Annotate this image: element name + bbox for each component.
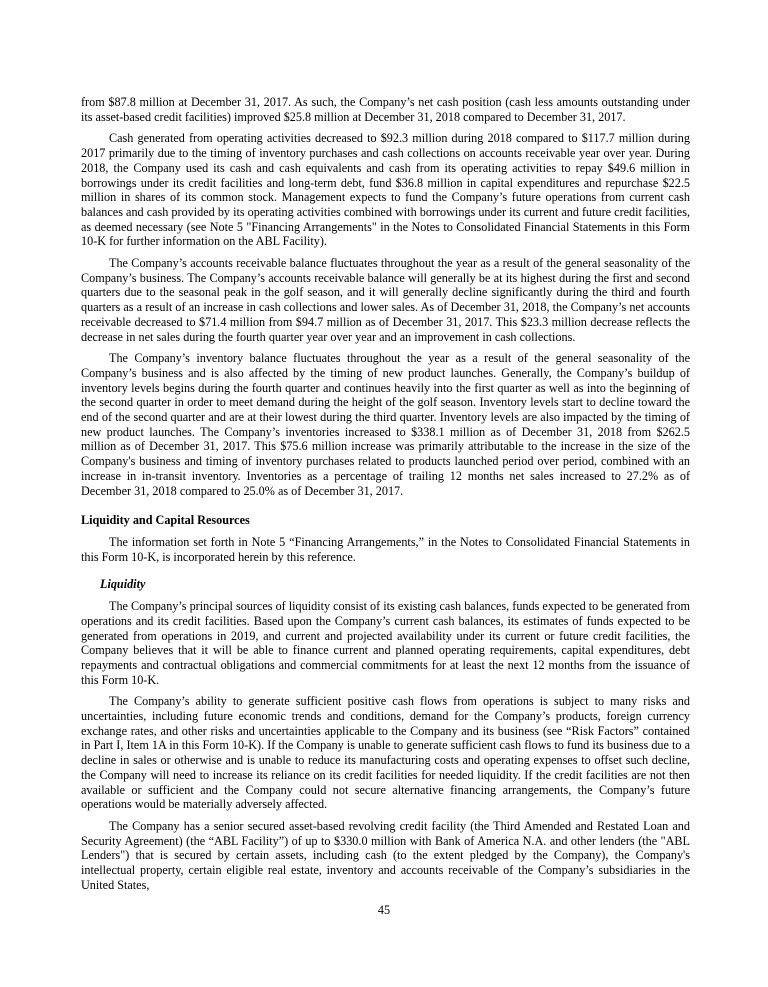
section-heading-liquidity-and-capital-resources: Liquidity and Capital Resources [81, 513, 250, 528]
paragraph-abl-facility: The Company has a senior secured asset-based revolving credit facility (the Third Amended and Restated Loan and Security Agreement) (the “ABL Facility”) of up to $330.0 million with Bank of America N.A. and other lenders (the "ABL Lenders") that is secured by certain assets, including cash (to the extent pledged by the Company), the Company's intellectual property, certain eligible real estate, inventory and accounts receivable of the Company’s subsidiaries in the United States, [81, 818, 690, 892]
paragraph-note5-incorporated-reference: The information set forth in Note 5 “Financing Arrangements,” in the Notes to Consolidated Financial Statements in this Form 10-K, is incorporated herein by this reference. [81, 534, 690, 564]
paragraph-inventory-balance: The Company’s inventory balance fluctuates throughout the year as a result of the general seasonality of the Company’s business and is also affected by the timing of new product launches. Generally, the Company’s buildup of inventory levels begins during the fourth quarter and continues heavily into the first quarter as well as into the beginning of the second quarter in order to meet demand during the height of the golf season. Inventory levels start to decline toward the end of the second quarter and are at their lowest during the third quarter. Inventory levels are also impacted by the timing of new product launches. The Company’s inventories increased to $338.1 million as of December 31, 2018 from $262.5 million as of December 31, 2017. This $75.6 million increase was primarily attributable to the increase in the size of the Company's business and timing of inventory purchases related to products launched period over period, combined with an increase in in-transit inventory. Inventories as a percentage of trailing 12 months net sales increased to 27.2% as of December 31, 2018 compared to 25.0% as of December 31, 2017. [81, 351, 690, 498]
paragraph-cash-flow-risks: The Company’s ability to generate sufficient positive cash flows from operations is subject to many risks and uncertainties, including future economic trends and conditions, demand for the Company’s products, foreign currency exchange rates, and other risks and uncertainties applicable to the Company and its business (see “Risk Factors” contained in Part I, Item 1A in this Form 10-K). If the Company is unable to generate sufficient cash flows to fund its business due to a decline in sales or otherwise and is unable to reduce its manufacturing costs and operating expenses to offset such decline, the Company will need to increase its reliance on its credit facilities for needed liquidity. If the credit facilities are not then available or sufficient and the Company could not secure alternative financing arrangements, the Company’s future operations would be materially adversely affected. [81, 694, 690, 812]
page-number: 45 [377, 903, 391, 917]
paragraph-accounts-receivable: The Company’s accounts receivable balance fluctuates throughout the year as a result of the general seasonality of the Company’s business. The Company’s accounts receivable balance will generally be at its highest during the first and second quarters due to the seasonal peak in the golf season, and it will generally decline significantly during the third and fourth quarters as a result of an increase in cash collections and lower sales. As of December 31, 2018, the Company’s net accounts receivable decreased to $71.4 million from $94.7 million as of December 31, 2017. This $23.3 million decrease reflects the decrease in net sales during the fourth quarter year over year and an improvement in cash collections. [81, 256, 690, 344]
paragraph-principal-sources-of-liquidity: The Company’s principal sources of liquidity consist of its existing cash balances, funds expected to be generated from operations and its credit facilities. Based upon the Company’s current cash balances, its estimates of funds expected to be generated from operations in 2019, and current and projected availability under its current or future credit facilities, the Company believes that it will be able to finance current and planned operating requirements, capital expenditures, debt repayments and contractual obligations and commercial commitments for at least the next 12 months from the issuance of this Form 10-K. [81, 599, 690, 687]
subsection-heading-liquidity: Liquidity [100, 577, 146, 592]
paragraph-operating-activities: Cash generated from operating activities decreased to $92.3 million during 2018 compared to $117.7 million during 2017 primarily due to the timing of inventory purchases and cash collections on accounts receivable year over year. During 2018, the Company used its cash and cash equivalents and cash from its operating activities to repay $49.6 million in borrowings under its credit facilities and long-term debt, fund $36.8 million in capital expenditures and repurchase $22.5 million in shares of its common stock. Management expects to fund the Company’s future operations from current cash balances and cash provided by its operating activities combined with borrowings under its current and future credit facilities, as deemed necessary (see Note 5 "Financing Arrangements" in the Notes to Consolidated Financial Statements in this Form 10-K for further information on the ABL Facility). [81, 131, 690, 249]
paragraph-net-cash-position-continuation: from $87.8 million at December 31, 2017. As such, the Company’s net cash position (cash less amounts outstanding under its asset-based credit facilities) improved $25.8 million at December 31, 2018 compared to December 31, 2017. [81, 95, 690, 124]
